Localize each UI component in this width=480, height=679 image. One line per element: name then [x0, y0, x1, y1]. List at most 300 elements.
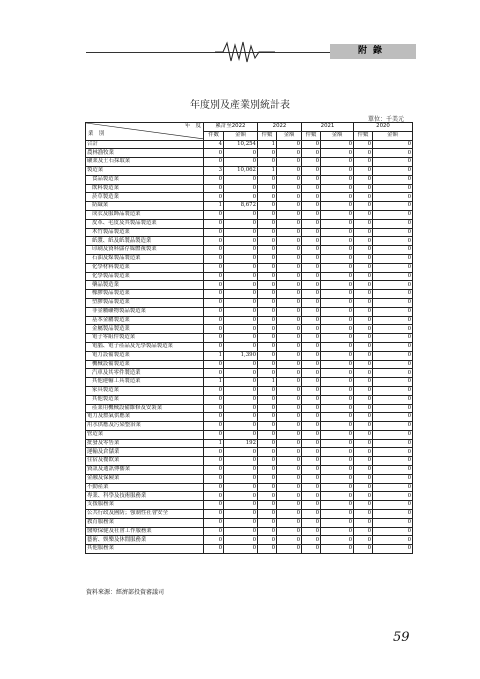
amount-cell: 0 [373, 254, 413, 263]
amount-cell: 0 [373, 316, 413, 325]
amount-cell: 0 [224, 527, 258, 536]
amount-cell: 0 [321, 413, 354, 422]
amount-cell: 0 [277, 246, 302, 255]
amount-cell: 0 [224, 272, 258, 281]
table-row [86, 510, 413, 519]
amount-cell: 0 [277, 386, 302, 395]
amount-cell: 0 [224, 518, 258, 527]
amount-cell: 0 [373, 228, 413, 237]
industry-name-cell: 教育服務業 [86, 518, 204, 527]
amount-cell: 0 [224, 422, 258, 431]
count-cell: 0 [258, 518, 277, 527]
count-cell: 3 [204, 166, 224, 175]
count-cell: 0 [302, 281, 321, 290]
amount-cell: 0 [321, 474, 354, 483]
count-cell: 0 [204, 518, 224, 527]
amount-cell: 0 [224, 149, 258, 158]
table-row [86, 351, 413, 360]
industry-name-cell: 其他服務業 [86, 545, 204, 554]
amount-cell: 0 [321, 430, 354, 439]
amount-cell: 0 [373, 518, 413, 527]
count-cell: 0 [354, 360, 373, 369]
amount-cell: 0 [224, 448, 258, 457]
industry-name-cell: 汽車及其零件製造業 [86, 369, 204, 378]
count-cell: 0 [204, 149, 224, 158]
count-cell: 0 [258, 158, 277, 167]
amount-cell: 0 [277, 439, 302, 448]
industry-name-cell: 專業、科學及技術服務業 [86, 492, 204, 501]
amount-cell: 0 [277, 483, 302, 492]
industry-name-cell: 公共行政及國防；強制性社會安全 [86, 510, 204, 519]
count-cell: 0 [354, 378, 373, 387]
count-cell: 0 [354, 149, 373, 158]
count-cell: 0 [354, 307, 373, 316]
industry-name-cell: 石油及煤製品製造業 [86, 254, 204, 263]
amount-cell: 0 [224, 210, 258, 219]
table-row [86, 334, 413, 343]
industry-name-cell: 製造業 [86, 166, 204, 175]
industry-name-cell: 木竹製品製造業 [86, 228, 204, 237]
count-cell: 0 [258, 281, 277, 290]
appendix-tab: 附錄 [330, 44, 416, 59]
count-cell: 4 [204, 140, 224, 149]
amount-cell: 0 [321, 360, 354, 369]
table-row [86, 246, 413, 255]
amount-cell: 0 [373, 184, 413, 193]
amount-cell: 0 [277, 210, 302, 219]
count-header: 件數 [258, 131, 277, 140]
industry-name-cell: 飲料製造業 [86, 184, 204, 193]
count-cell: 0 [204, 360, 224, 369]
amount-cell: 0 [224, 281, 258, 290]
count-cell: 1 [204, 439, 224, 448]
amount-cell: 0 [224, 237, 258, 246]
amount-cell: 0 [373, 369, 413, 378]
amount-cell: 0 [277, 325, 302, 334]
industry-name-cell: 金融及保險業 [86, 474, 204, 483]
amount-cell: 0 [321, 325, 354, 334]
table-row [86, 430, 413, 439]
count-cell: 0 [302, 175, 321, 184]
count-cell: 0 [204, 395, 224, 404]
count-cell: 0 [204, 474, 224, 483]
industry-name-cell: 合計 [86, 140, 204, 149]
count-cell: 0 [302, 325, 321, 334]
industry-name-cell: 紡織業 [86, 202, 204, 211]
count-cell: 0 [354, 228, 373, 237]
count-cell: 0 [354, 536, 373, 545]
amount-cell: 0 [277, 193, 302, 202]
table-row [86, 545, 413, 554]
count-cell: 0 [302, 492, 321, 501]
amount-cell: 0 [373, 483, 413, 492]
table-row [86, 149, 413, 158]
amount-cell: 0 [373, 527, 413, 536]
amount-cell: 0 [277, 457, 302, 466]
count-cell: 0 [258, 149, 277, 158]
amount-cell: 0 [373, 263, 413, 272]
count-cell: 0 [302, 422, 321, 431]
amount-cell: 0 [277, 166, 302, 175]
count-cell: 0 [354, 325, 373, 334]
amount-cell: 0 [321, 210, 354, 219]
table-row [86, 448, 413, 457]
count-cell: 0 [354, 184, 373, 193]
amount-cell: 0 [277, 298, 302, 307]
amount-cell: 0 [373, 430, 413, 439]
count-cell: 0 [204, 158, 224, 167]
count-cell: 0 [302, 219, 321, 228]
amount-cell: 0 [224, 457, 258, 466]
source-note: 資料來源：經濟部投資審議司 [86, 589, 165, 596]
amount-cell: 0 [277, 448, 302, 457]
count-cell: 0 [302, 316, 321, 325]
count-cell: 0 [204, 466, 224, 475]
count-cell: 0 [302, 545, 321, 554]
period-header: 2021 [302, 123, 354, 132]
industry-name-cell: 其他製造業 [86, 395, 204, 404]
amount-cell: 0 [224, 290, 258, 299]
count-cell: 0 [258, 342, 277, 351]
count-cell: 0 [302, 184, 321, 193]
count-cell: 0 [302, 193, 321, 202]
count-cell: 0 [354, 510, 373, 519]
amount-cell: 0 [373, 457, 413, 466]
table-row [86, 307, 413, 316]
count-cell: 0 [258, 272, 277, 281]
amount-cell: 0 [224, 430, 258, 439]
amount-cell: 0 [224, 395, 258, 404]
count-cell: 0 [258, 351, 277, 360]
industry-name-cell: 紙漿、紙及紙製品製造業 [86, 237, 204, 246]
amount-cell: 192 [224, 439, 258, 448]
amount-cell: 0 [277, 351, 302, 360]
count-cell: 0 [204, 492, 224, 501]
count-cell: 0 [354, 334, 373, 343]
amount-cell: 0 [224, 483, 258, 492]
amount-cell: 0 [277, 501, 302, 510]
amount-cell: 0 [373, 325, 413, 334]
count-cell: 0 [302, 510, 321, 519]
table-row [86, 474, 413, 483]
amount-cell: 0 [321, 386, 354, 395]
industry-name-cell: 皮革、毛皮及其製品製造業 [86, 219, 204, 228]
count-cell: 0 [302, 457, 321, 466]
amount-cell: 0 [373, 510, 413, 519]
table-row [86, 518, 413, 527]
period-header: 累計至2022 [204, 123, 258, 132]
count-cell: 0 [258, 325, 277, 334]
industry-name-cell: 農林漁牧業 [86, 149, 204, 158]
count-cell: 0 [204, 369, 224, 378]
count-cell: 0 [354, 386, 373, 395]
industry-name-cell: 藝術、娛樂及休閒服務業 [86, 536, 204, 545]
count-cell: 0 [302, 413, 321, 422]
amount-cell: 0 [373, 237, 413, 246]
amount-cell: 0 [321, 404, 354, 413]
count-cell: 0 [204, 246, 224, 255]
amount-cell: 0 [321, 316, 354, 325]
amount-cell: 0 [321, 158, 354, 167]
amount-cell: 0 [373, 334, 413, 343]
count-cell: 0 [302, 228, 321, 237]
industry-name-cell: 藥品製造業 [86, 281, 204, 290]
count-cell: 0 [204, 536, 224, 545]
count-cell: 0 [258, 404, 277, 413]
count-cell: 0 [354, 166, 373, 175]
amount-cell: 0 [224, 536, 258, 545]
count-cell: 0 [354, 439, 373, 448]
amount-cell: 0 [277, 360, 302, 369]
count-cell: 0 [354, 219, 373, 228]
industry-name-cell: 基本金屬製造業 [86, 316, 204, 325]
amount-cell: 0 [277, 413, 302, 422]
count-cell: 0 [354, 140, 373, 149]
amount-cell: 0 [277, 404, 302, 413]
count-cell: 0 [204, 501, 224, 510]
amount-cell: 0 [277, 149, 302, 158]
count-cell: 0 [258, 483, 277, 492]
table-row [86, 290, 413, 299]
count-cell: 0 [258, 369, 277, 378]
table-row [86, 193, 413, 202]
amount-cell: 0 [321, 545, 354, 554]
count-cell: 0 [302, 237, 321, 246]
count-cell: 0 [302, 351, 321, 360]
count-cell: 0 [258, 492, 277, 501]
amount-cell: 1,390 [224, 351, 258, 360]
amount-cell: 0 [321, 175, 354, 184]
count-cell: 0 [354, 466, 373, 475]
count-cell: 0 [258, 501, 277, 510]
statistics-table [85, 122, 413, 554]
amount-cell: 0 [224, 492, 258, 501]
amount-cell: 0 [321, 536, 354, 545]
industry-name-cell: 住宿及餐飲業 [86, 457, 204, 466]
amount-cell: 0 [224, 378, 258, 387]
count-cell: 1 [204, 378, 224, 387]
count-cell: 0 [302, 290, 321, 299]
count-cell: 0 [302, 404, 321, 413]
table-row [86, 175, 413, 184]
amount-cell: 0 [277, 316, 302, 325]
count-cell: 0 [354, 281, 373, 290]
amount-cell: 0 [224, 510, 258, 519]
count-cell: 0 [258, 386, 277, 395]
amount-cell: 0 [321, 395, 354, 404]
count-cell: 0 [204, 307, 224, 316]
count-cell: 0 [204, 342, 224, 351]
amount-cell: 0 [373, 166, 413, 175]
amount-cell: 0 [321, 510, 354, 519]
count-cell: 0 [258, 466, 277, 475]
count-cell: 0 [258, 510, 277, 519]
industry-name-cell: 橡膠製品製造業 [86, 290, 204, 299]
industry-name-cell: 食品製造業 [86, 175, 204, 184]
count-cell: 0 [302, 210, 321, 219]
amount-cell: 0 [321, 166, 354, 175]
count-cell: 0 [204, 210, 224, 219]
count-cell: 0 [354, 457, 373, 466]
industry-name-cell: 運輸及倉儲業 [86, 448, 204, 457]
count-cell: 0 [258, 422, 277, 431]
industry-name-cell: 菸草製造業 [86, 193, 204, 202]
amount-cell: 10,062 [224, 166, 258, 175]
count-cell: 0 [354, 272, 373, 281]
amount-cell: 0 [321, 149, 354, 158]
amount-cell: 0 [224, 193, 258, 202]
amount-cell: 0 [373, 272, 413, 281]
amount-cell: 0 [277, 202, 302, 211]
industry-name-cell: 電力設備製造業 [86, 351, 204, 360]
amount-cell: 0 [321, 228, 354, 237]
count-cell: 0 [204, 175, 224, 184]
amount-cell: 0 [373, 193, 413, 202]
table-row [86, 202, 413, 211]
amount-cell: 0 [224, 474, 258, 483]
count-cell: 0 [258, 307, 277, 316]
count-cell: 0 [354, 545, 373, 554]
industry-name-cell: 礦業及土石採取業 [86, 158, 204, 167]
count-cell: 0 [258, 316, 277, 325]
count-cell: 0 [204, 404, 224, 413]
table-row [86, 219, 413, 228]
table-row [86, 457, 413, 466]
count-cell: 0 [302, 254, 321, 263]
amount-cell: 0 [224, 175, 258, 184]
count-cell: 0 [204, 510, 224, 519]
industry-name-cell: 化學製品製造業 [86, 272, 204, 281]
amount-cell: 0 [373, 378, 413, 387]
amount-cell: 8,672 [224, 202, 258, 211]
count-cell: 0 [302, 448, 321, 457]
amount-cell: 0 [224, 386, 258, 395]
amount-cell: 0 [277, 545, 302, 554]
amount-cell: 0 [321, 527, 354, 536]
amount-cell: 0 [224, 219, 258, 228]
table-row [86, 316, 413, 325]
amount-cell: 0 [321, 254, 354, 263]
count-cell: 0 [204, 430, 224, 439]
count-cell: 0 [204, 413, 224, 422]
amount-cell: 0 [321, 466, 354, 475]
period-header: 2020 [354, 123, 413, 132]
amount-cell: 0 [373, 536, 413, 545]
amount-cell: 0 [277, 536, 302, 545]
count-cell: 0 [302, 307, 321, 316]
count-cell: 0 [302, 298, 321, 307]
amount-header: 金額 [224, 131, 258, 140]
count-cell: 0 [258, 228, 277, 237]
count-cell: 0 [204, 298, 224, 307]
amount-cell: 0 [373, 219, 413, 228]
count-cell: 0 [258, 193, 277, 202]
amount-cell: 0 [373, 360, 413, 369]
table-row [86, 395, 413, 404]
amount-cell: 0 [224, 158, 258, 167]
count-cell: 0 [354, 404, 373, 413]
count-cell: 1 [204, 202, 224, 211]
amount-cell: 0 [277, 342, 302, 351]
count-cell: 0 [204, 237, 224, 246]
amount-cell: 0 [321, 448, 354, 457]
amount-cell: 0 [373, 501, 413, 510]
amount-cell: 0 [373, 175, 413, 184]
amount-cell: 0 [373, 395, 413, 404]
amount-cell: 0 [321, 483, 354, 492]
table-row [86, 386, 413, 395]
count-cell: 0 [354, 263, 373, 272]
amount-cell: 0 [321, 342, 354, 351]
amount-cell: 0 [224, 413, 258, 422]
count-cell: 0 [354, 395, 373, 404]
count-cell: 0 [258, 545, 277, 554]
table-row [86, 298, 413, 307]
amount-cell: 0 [321, 298, 354, 307]
amount-cell: 0 [373, 351, 413, 360]
period-header: 2022 [258, 123, 302, 132]
count-cell: 0 [354, 202, 373, 211]
amount-cell: 0 [277, 290, 302, 299]
count-cell: 0 [204, 272, 224, 281]
count-cell: 0 [204, 184, 224, 193]
industry-name-cell: 非金屬礦物製品製造業 [86, 307, 204, 316]
count-cell: 0 [302, 246, 321, 255]
amount-cell: 0 [321, 518, 354, 527]
amount-cell: 10,254 [224, 140, 258, 149]
count-cell: 0 [258, 237, 277, 246]
amount-cell: 0 [224, 228, 258, 237]
count-cell: 0 [258, 457, 277, 466]
amount-cell: 0 [277, 369, 302, 378]
amount-cell: 0 [224, 342, 258, 351]
amount-cell: 0 [321, 290, 354, 299]
count-cell: 0 [302, 501, 321, 510]
amount-header: 金額 [277, 131, 302, 140]
amount-cell: 0 [277, 140, 302, 149]
industry-name-cell: 產業用機械設備維修及安裝業 [86, 404, 204, 413]
count-cell: 1 [258, 140, 277, 149]
industry-name-cell: 支援服務業 [86, 501, 204, 510]
amount-cell: 0 [224, 334, 258, 343]
table-row [86, 492, 413, 501]
amount-cell: 0 [373, 210, 413, 219]
count-cell: 0 [258, 210, 277, 219]
amount-cell: 0 [277, 281, 302, 290]
count-cell: 0 [258, 263, 277, 272]
count-cell: 0 [354, 316, 373, 325]
table-row [86, 140, 413, 149]
count-cell: 0 [204, 219, 224, 228]
amount-cell: 0 [373, 439, 413, 448]
amount-cell: 0 [224, 404, 258, 413]
amount-cell: 0 [321, 237, 354, 246]
amount-cell: 0 [373, 202, 413, 211]
industry-name-cell: 電子零組件製造業 [86, 334, 204, 343]
amount-cell: 0 [224, 501, 258, 510]
amount-cell: 0 [321, 219, 354, 228]
industry-name-cell: 家具製造業 [86, 386, 204, 395]
count-cell: 0 [354, 351, 373, 360]
amount-cell: 0 [321, 246, 354, 255]
count-cell: 0 [354, 290, 373, 299]
amount-header: 金額 [321, 131, 354, 140]
count-cell: 0 [302, 202, 321, 211]
amount-cell: 0 [224, 246, 258, 255]
amount-cell: 0 [224, 466, 258, 475]
table-row [86, 536, 413, 545]
amount-cell: 0 [277, 158, 302, 167]
